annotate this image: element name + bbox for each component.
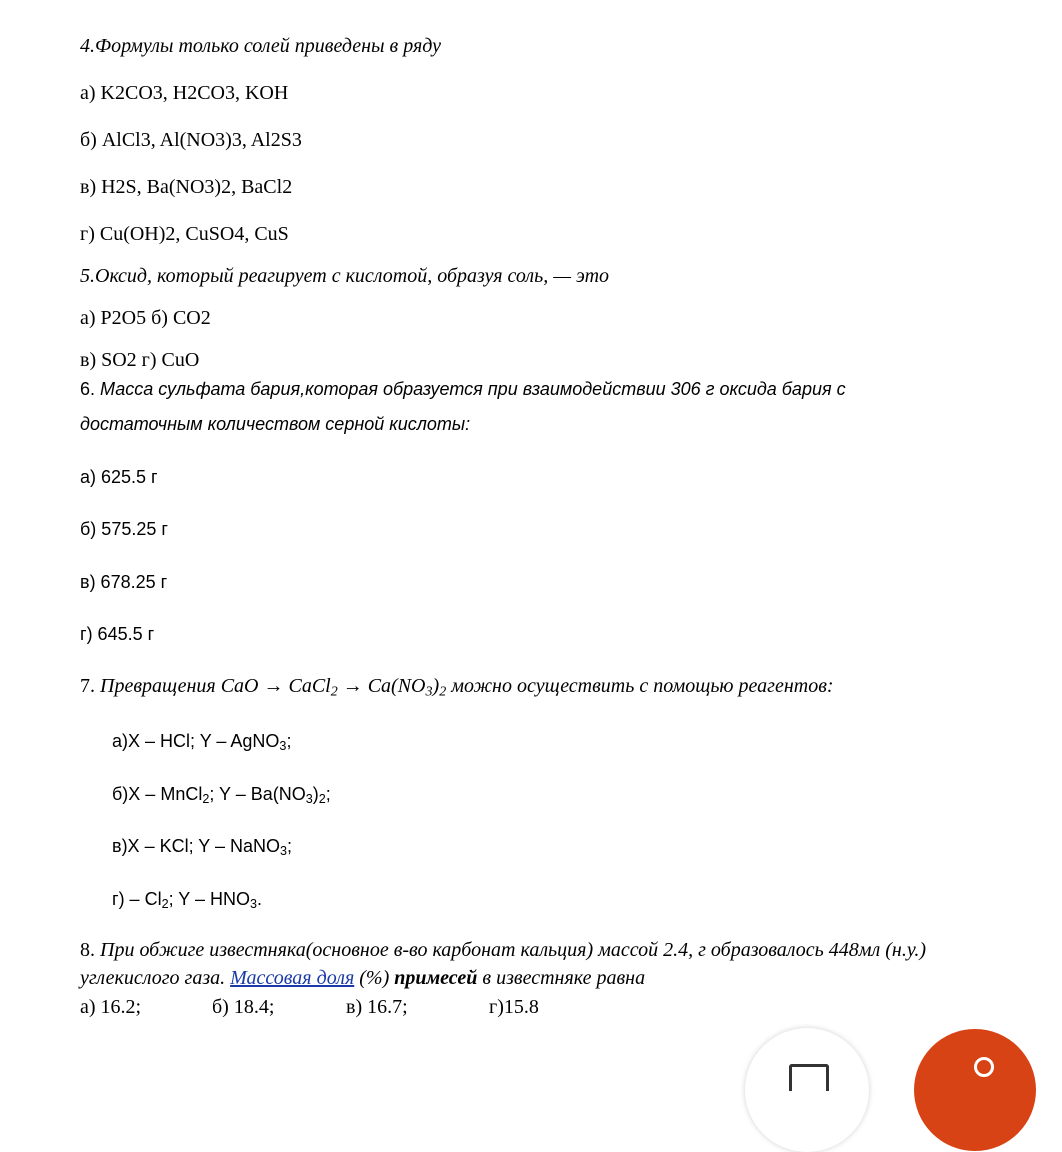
q6-option-c: в) 678.25 г [80,572,168,592]
q7-option-c [112,836,292,857]
q7-b-end: ; [325,784,331,804]
q8-text2a: углекислого газа. [80,967,231,989]
q8-text2d: в известняке равна [477,967,646,989]
q7-d-end: . [256,889,262,909]
q7-option-d [112,889,262,910]
q5-options-ab: а) P2O5 б) CO2 [80,307,211,329]
q6-option-b: б) 575.25 г [80,519,168,539]
comment-button[interactable] [745,1028,869,1152]
q7-d-text1: г) – Cl [112,889,162,909]
q6-option-a: а) 625.5 г [80,467,158,487]
q8-text2b: (%) [354,967,395,989]
q4-title [80,35,441,58]
q7-sub1: 2 [330,684,338,700]
q7-number: 7. [80,675,100,697]
q8-title-text1: При обжиге известняка(основное в-во карбонат кальция) массой 2.4, г образовалось 448мл (н.у.) [100,939,927,961]
q8-text2c: примесей [394,967,478,989]
q8-option-d: г)15.8 [489,996,539,1018]
q7-b-sub3: 2 [318,792,326,807]
q7-d-sub2: 3 [249,897,257,912]
q4-option-c: в) H2S, Ba(NO3)2, BaCl2 [80,176,293,198]
q7-t4: можно осуществить с помощью реагентов: [446,675,834,697]
q7-b-text1: б)X – MnCl [112,784,203,804]
q6-option-d: г) 645.5 г [80,624,155,644]
q7-sub2: 3 [425,684,433,700]
q7-b-text2: ; Y – Ba(NO [209,784,306,804]
comment-icon [789,1064,829,1091]
q7-t2: → Ca(NO [337,675,426,697]
q7-b-sub2: 3 [305,792,313,807]
q7-option-b [112,784,331,805]
q7-c-end: ; [286,836,292,856]
q7-t3: ) [432,675,440,697]
q6-title-text1: Масса сульфата бария,которая образуется при взаимодействии 306 г оксида бария с [100,379,846,399]
q8-title-line1 [80,939,926,962]
q7-a-sub: 3 [279,739,287,754]
q7-d-sub1: 2 [161,897,169,912]
q7-b-sub1: 2 [202,792,210,807]
q7-a-text: а)X – HCl; Y – AgNO [112,731,280,751]
q7-c-sub: 3 [279,844,287,859]
q8-title-line2 [80,967,645,990]
q7-title-text [100,675,834,700]
q7-c-text: в)X – KCl; Y – NaNO [112,836,280,856]
q6-title-line1 [80,379,846,400]
q4-option-a: а) K2CO3, H2CO3, KOH [80,82,289,104]
q7-title [80,675,834,698]
q4-title-text: 4.Формулы только солей приведены в ряду [80,35,442,57]
q4-option-d: г) Cu(OH)2, CuSO4, CuS [80,223,289,245]
search-button[interactable] [914,1029,1036,1151]
search-icon [974,1057,994,1077]
q7-d-text2: ; Y – HNO [168,889,250,909]
q7-option-a [112,731,291,752]
q8-number: 8. [80,939,100,961]
mass-fraction-link[interactable]: Массовая доля [230,967,355,989]
q5-title: 5.Оксид, который реагирует с кислотой, образуя соль, — это [80,265,610,287]
q7-a-end: ; [286,731,292,751]
q8-option-c: в) 16.7; [346,996,408,1018]
q6-number: 6. [80,379,101,399]
q8-option-b: б) 18.4; [212,996,275,1018]
q7-sub3: 2 [439,684,447,700]
q7-t1: Превращения CaO → CaCl [100,675,331,697]
q6-title-line2: достаточным количеством серной кислоты: [80,414,471,434]
q8-option-a: а) 16.2; [80,996,142,1018]
q4-option-b: б) AlCl3, Al(NO3)3, Al2S3 [80,129,302,151]
q5-options-cd: в) SO2 г) CuO [80,349,200,371]
q7-b-text3: ) [312,784,319,804]
